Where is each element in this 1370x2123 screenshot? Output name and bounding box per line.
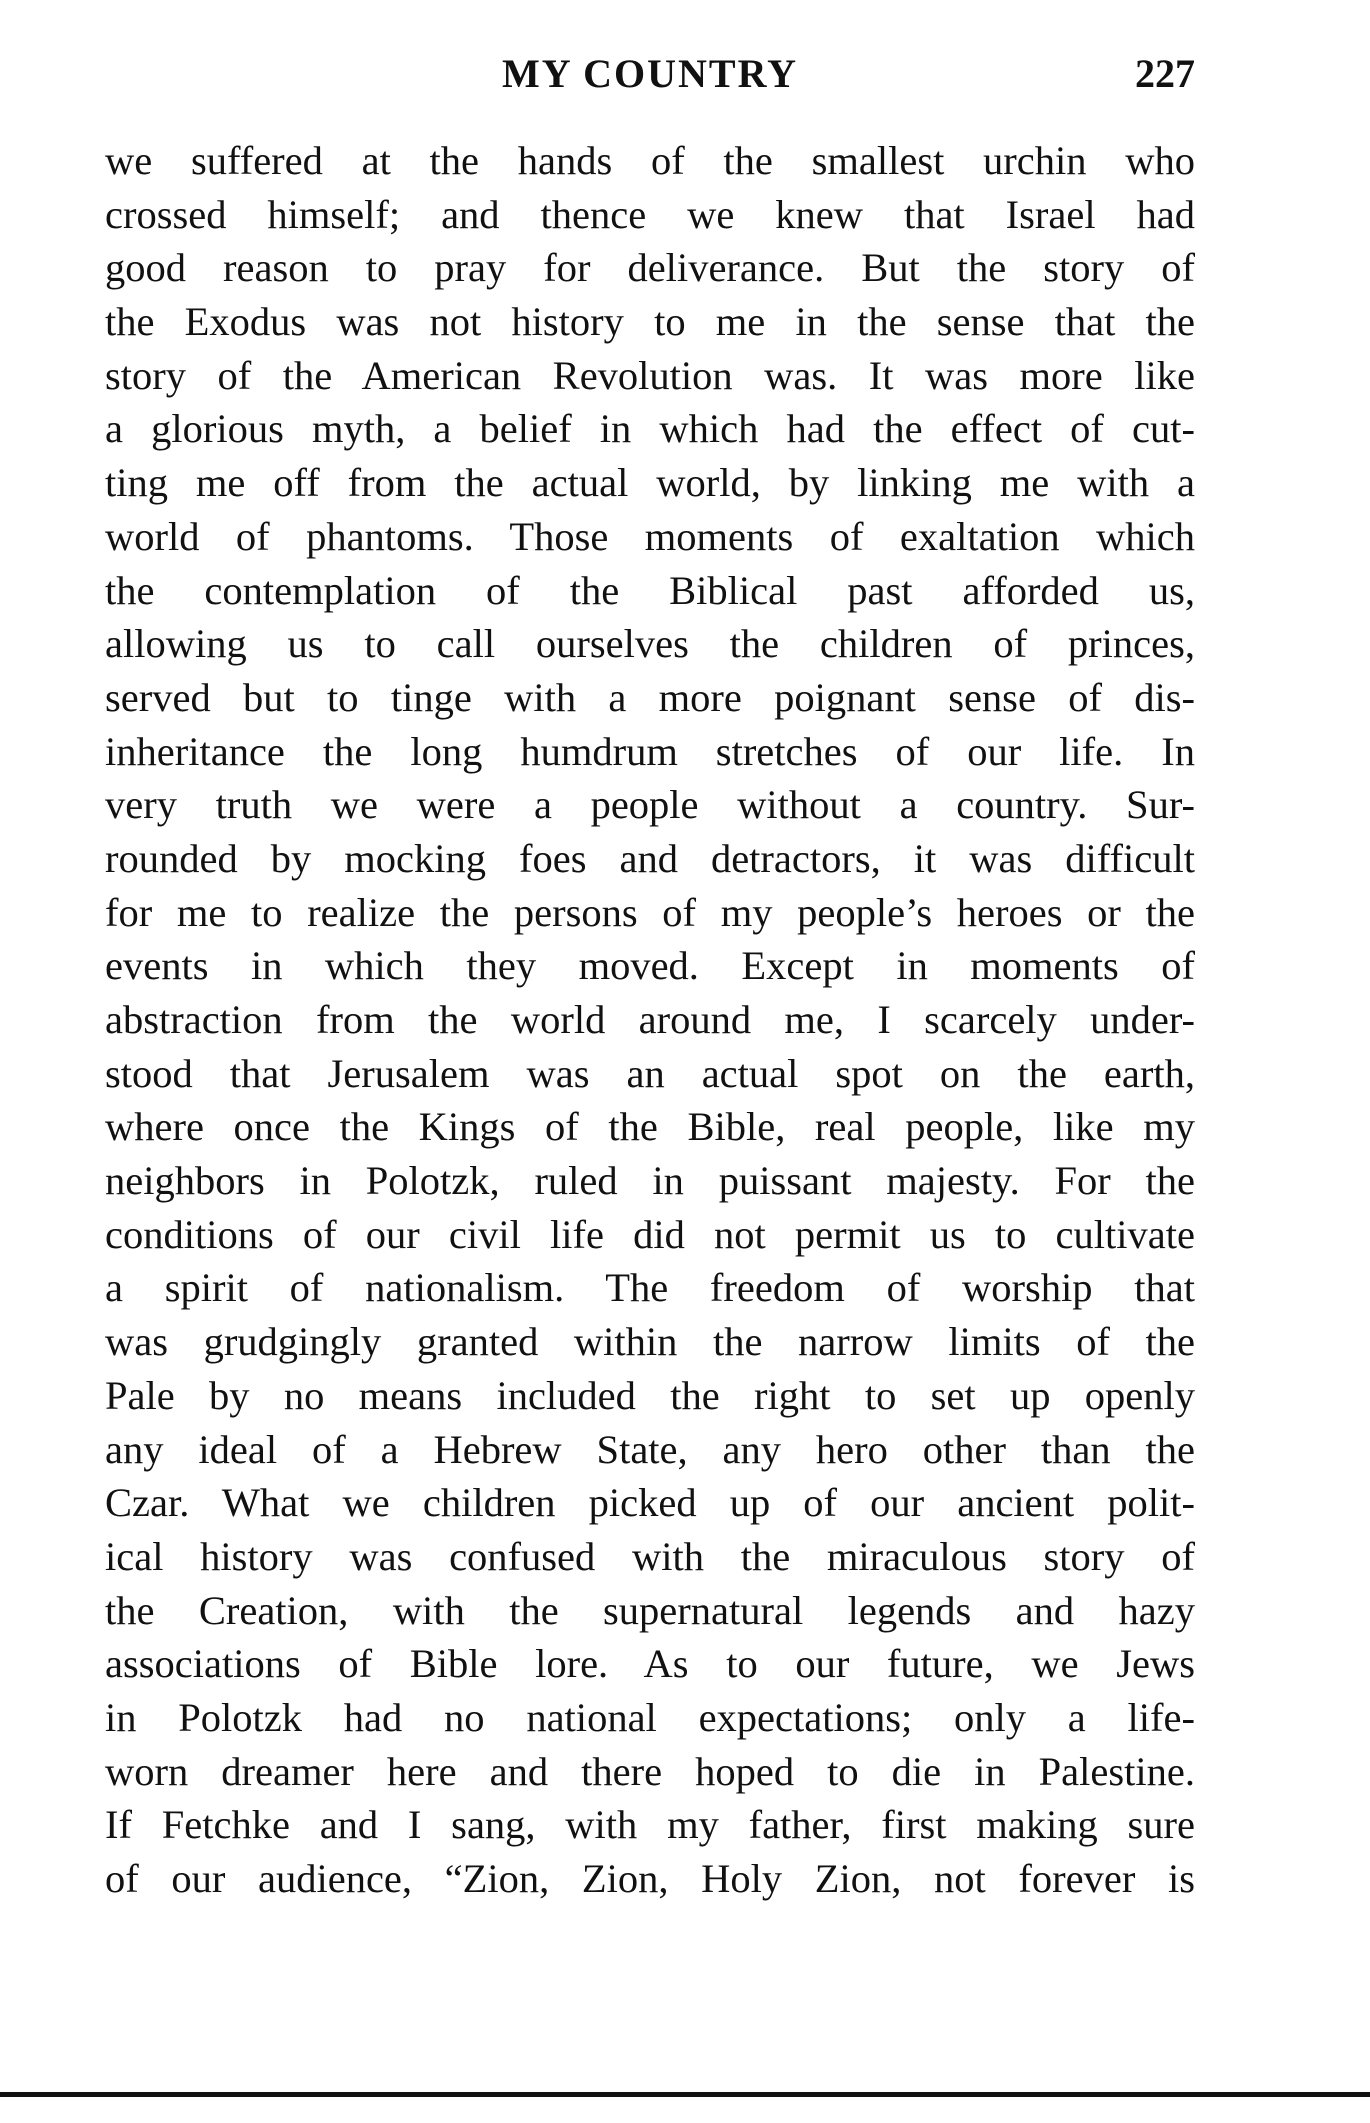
text-line: rounded by mocking foes and detractors, it was difficult: [105, 835, 1195, 881]
text-line: served but to tinge with a more poignant sense of dis-: [105, 674, 1195, 720]
text-line: crossed himself; and thence we knew that Israel had: [105, 191, 1195, 237]
text-line: ical history was confused with the miraculous story of: [105, 1533, 1195, 1579]
text-line: the Exodus was not history to me in the sense that the: [105, 299, 1195, 345]
text-line: conditions of our civil life did not permit us to cultivate: [105, 1211, 1195, 1257]
text-line: neighbors in Polotzk, ruled in puissant majesty. For the: [105, 1158, 1195, 1204]
running-head: MY COUNTRY: [502, 51, 798, 96]
text-line: we suffered at the hands of the smallest urchin who: [105, 138, 1195, 183]
page-header: [105, 44, 1195, 104]
text-line: worn dreamer here and there hoped to die in Palestine.: [105, 1748, 1195, 1794]
text-line: allowing us to call ourselves the children of princes,: [105, 621, 1195, 667]
text-line: very truth we were a people without a country. Sur-: [105, 782, 1195, 828]
text-line: ting me off from the actual world, by linking me with a: [105, 460, 1195, 506]
text-line: a spirit of nationalism. The freedom of worship that: [105, 1265, 1195, 1311]
text-line: any ideal of a Hebrew State, any hero other than the: [105, 1426, 1195, 1472]
text-line: events in which they moved. Except in moments of: [105, 943, 1195, 989]
page-number: 227: [1135, 51, 1195, 96]
text-line: associations of Bible lore. As to our future, we Jews: [105, 1641, 1195, 1687]
text-line: where once the Kings of the Bible, real people, like my: [105, 1104, 1195, 1150]
text-line: world of phantoms. Those moments of exaltation which: [105, 513, 1195, 559]
text-line: stood that Jerusalem was an actual spot on the earth,: [105, 1050, 1195, 1096]
text-line: for me to realize the persons of my people’s heroes or the: [105, 889, 1195, 935]
text-line: story of the American Revolution was. It was more like: [105, 352, 1195, 398]
text-line: good reason to pray for deliverance. But the story of: [105, 245, 1195, 291]
text-line: inheritance the long humdrum stretches of our life. In: [105, 728, 1195, 774]
text-line: If Fetchke and I sang, with my father, first making sure: [105, 1802, 1195, 1848]
text-line: was grudgingly granted within the narrow limits of the: [105, 1319, 1195, 1365]
text-line: in Polotzk had no national expectations; only a life-: [105, 1694, 1195, 1740]
text-line: the Creation, with the supernatural legends and hazy: [105, 1587, 1195, 1633]
text-line: Czar. What we children picked up of our ancient polit-: [105, 1480, 1195, 1526]
bottom-rule: [0, 2092, 1370, 2097]
text-line: a glorious myth, a belief in which had the effect of cut-: [105, 406, 1195, 452]
body-text: [105, 134, 1195, 1906]
text-line: of our audience, “Zion, Zion, Holy Zion, not forever is: [105, 1856, 1195, 1901]
text-line: abstraction from the world around me, I scarcely under-: [105, 997, 1195, 1042]
text-line: Pale by no means included the right to set up openly: [105, 1372, 1195, 1418]
text-line: the contemplation of the Biblical past afforded us,: [105, 567, 1195, 613]
